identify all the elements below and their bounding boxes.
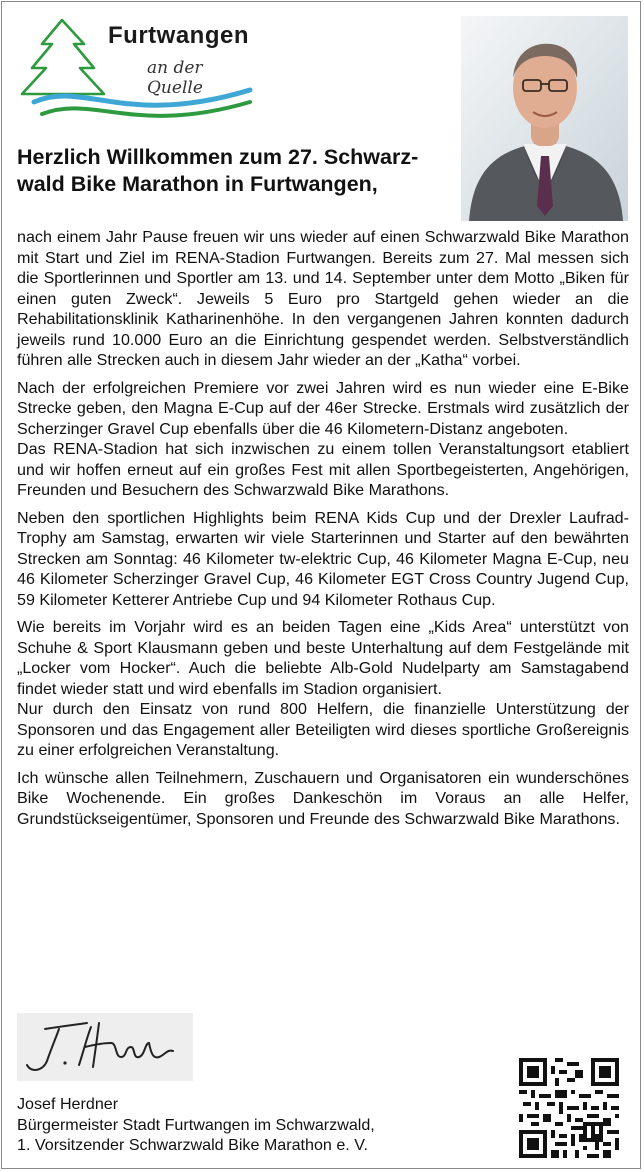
logo-subtitle: an der Quelle (147, 58, 203, 98)
qr-code-icon[interactable] (519, 1058, 619, 1158)
paragraph: nach einem Jahr Pause freuen wir uns wieder auf einen Schwarzwald Bike Marathon mit Start und Ziel im RENA-Stadion Furtwangen. Bereits zum 27. Mal messen sich die Sportlerinnen und Sportler am 13. und 14. September unter dem Motto „Biken für einen guten Zweck“. Jeweils 5 Euro pro Startgeld gehen wieder an die Rehabilitationsklinik Katharinenhöhe. In den vergangenen Jahren konnten dadurch jeweils rund 10.000 Euro an die Einrichtung gespendet werden. Selbstverständlich führen alle Strecken auch in diesem Jahr wieder an der „Katha“ vorbei. (17, 228, 629, 369)
furtwangen-logo (14, 10, 254, 122)
paragraph: Wie bereits im Vorjahr wird es an beiden Tagen eine „Kids Area“ unterstützt von Schuhe & Sport Klausmann geben und beste Unterhaltung auf dem Festgelände mit „Locker vom Hocker“. Auch die beliebte Alb-Gold Nudelparty am Samstagabend findet wieder statt und wird ebenfalls im Stadion organisiert. (17, 618, 629, 698)
signer-role-2: 1. Vorsitzender Schwarzwald Bike Marathon e. V. (17, 1136, 368, 1154)
headline-line-1: Herzlich Willkommen zum 27. Schwarz- (17, 145, 419, 169)
paragraph: Ich wünsche allen Teilnehmern, Zuschauern und Organisatoren ein wunderschönes Bike Wochenende. Ein großes Dankeschön im Voraus an alle Helfer, Grundstückseigentümer, Sponsoren und Freunde des Schwarzwald Bike Marathons. (17, 768, 629, 828)
closing-block (17, 1094, 375, 1156)
signature (17, 1013, 193, 1081)
portrait-photo (461, 16, 628, 221)
letter-body (17, 227, 629, 836)
headline-line-2: wald Bike Marathon in Furtwangen, (17, 172, 378, 196)
paragraph: Nach der erfolgreichen Premiere vor zwei Jahren wird es nun wieder eine E-Bike Strecke geben, den Magna E-Cup auf der 46er Strecke. Erstmals wird zusätzlich der Scherzinger Gravel Cup ebenfalls über die 46 Kilometern-Distanz angeboten. (17, 378, 629, 438)
logo-title: Furtwangen (108, 22, 249, 49)
handwritten-signature-icon (17, 1013, 193, 1081)
paragraph: Nur durch den Einsatz von rund 800 Helfern, die finanzielle Unterstützung der Sponsoren und das Engagement aller Beteiligten wird dieses sportliche Großereignis zu einer erfolgreichen Veranstaltung. (17, 700, 629, 759)
paragraph: Neben den sportlichen Highlights beim RENA Kids Cup und der Drexler Laufrad-Trophy am Samstag, erwarten wir viele Starterinnen und Starter auf den bewährten Strecken am Sonntag: 46 Kilometer tw-elektric Cup, 46 Kilometer Magna E-Cup, neu 46 Kilometer Scherzinger Gravel Cup, 46 Kilometer EGT Cross Country Jugend Cup, 59 Kilometer Ketterer Antriebe Cup und 94 Kilometer Rothaus Cup. (17, 508, 629, 609)
headline (17, 144, 457, 198)
signer-name: Josef Herdner (17, 1095, 119, 1113)
paragraph: Das RENA-Stadion hat sich inzwischen zu einem tollen Veranstaltungsort etabliert und wir hoffen erneut auf ein großes Fest mit allen Sportbegeisterten, Angehörigen, Freunden und Besuchern des Schwarzwald Bike Marathons. (17, 440, 629, 499)
signer-role-1: Bürgermeister Stadt Furtwangen im Schwarzwald, (17, 1115, 375, 1134)
